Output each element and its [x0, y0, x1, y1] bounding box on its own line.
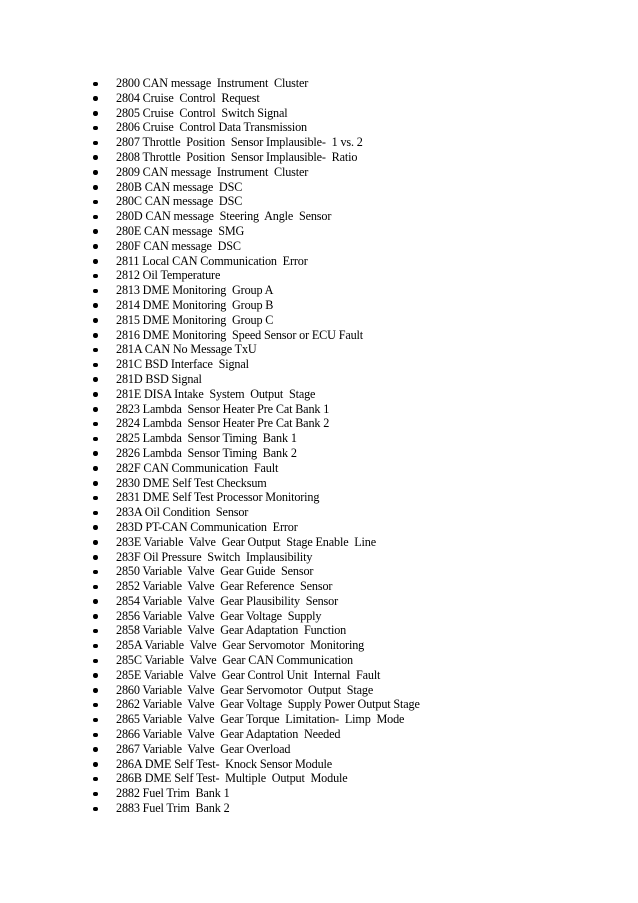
- list-item-text: 2852 Variable Valve Gear Reference Sensor: [116, 579, 333, 594]
- list-item: [93, 254, 613, 269]
- list-item: [93, 727, 613, 742]
- bullet-icon: [93, 422, 98, 427]
- list-item: [93, 224, 613, 239]
- bullet-icon: [93, 496, 98, 501]
- bullet-icon: [93, 141, 98, 146]
- list-item: [93, 165, 613, 180]
- bullet-icon: [93, 555, 98, 560]
- list-item-text: 2824 Lambda Sensor Heater Pre Cat Bank 2: [116, 416, 330, 431]
- bullet-icon: [93, 289, 98, 294]
- bullet-icon: [93, 792, 98, 797]
- list-item: [93, 609, 613, 624]
- bullet-icon: [93, 451, 98, 456]
- list-item: [93, 357, 613, 372]
- bullet-icon: [93, 703, 98, 708]
- list-item-text: 281E DISA Intake System Output Stage: [116, 386, 316, 401]
- bullet-icon: [93, 747, 98, 752]
- list-item-text: 2826 Lambda Sensor Timing Bank 2: [116, 445, 297, 460]
- list-item: [93, 742, 613, 757]
- list-item-text: 281A CAN No Message TxU: [116, 342, 257, 357]
- list-item-text: 281D BSD Signal: [116, 371, 202, 386]
- list-item-text: 2807 Throttle Position Sensor Implausible- 1 vs. 2: [116, 135, 363, 150]
- list-item: [93, 76, 613, 91]
- bullet-icon: [93, 259, 98, 264]
- bullet-icon: [93, 111, 98, 116]
- list-item-text: 286A DME Self Test- Knock Sensor Module: [116, 756, 333, 771]
- list-item: [93, 801, 613, 816]
- list-item-text: 2858 Variable Valve Gear Adaptation Function: [116, 623, 347, 638]
- list-item-text: 2815 DME Monitoring Group C: [116, 312, 274, 327]
- list-item-text: 2830 DME Self Test Checksum: [116, 475, 267, 490]
- bullet-icon: [93, 718, 98, 723]
- bullet-icon: [93, 614, 98, 619]
- list-item: [93, 786, 613, 801]
- list-item: [93, 298, 613, 313]
- list-item: [93, 416, 613, 431]
- list-item-text: 2850 Variable Valve Gear Guide Sensor: [116, 564, 314, 579]
- list-item-text: 2860 Variable Valve Gear Servomotor Output Stage: [116, 682, 374, 697]
- list-item-text: 2800 CAN message Instrument Cluster: [116, 76, 309, 90]
- bullet-icon: [93, 303, 98, 308]
- list-item-text: 2854 Variable Valve Gear Plausibility Sensor: [116, 593, 338, 608]
- list-item: [93, 653, 613, 668]
- list-item-text: 286B DME Self Test- Multiple Output Module: [116, 771, 348, 786]
- list-item: [93, 623, 613, 638]
- list-item-text: 2856 Variable Valve Gear Voltage Supply: [116, 608, 322, 623]
- list-item: [93, 431, 613, 446]
- list-item: [93, 120, 613, 135]
- bullet-icon: [93, 540, 98, 545]
- list-item-text: 2816 DME Monitoring Speed Sensor or ECU Fault: [116, 327, 363, 342]
- list-item-text: 280E CAN message SMG: [116, 223, 245, 238]
- list-item-text: 2808 Throttle Position Sensor Implausible- Ratio: [116, 149, 358, 164]
- list-item: [93, 550, 613, 565]
- list-item-text: 283E Variable Valve Gear Output Stage Enable Line: [116, 534, 376, 549]
- bullet-icon: [93, 185, 98, 190]
- list-item: [93, 313, 613, 328]
- list-item: [93, 372, 613, 387]
- list-item: [93, 771, 613, 786]
- list-item: [93, 638, 613, 653]
- list-item-text: 285E Variable Valve Gear Control Unit Internal Fault: [116, 667, 381, 682]
- list-item-text: 2883 Fuel Trim Bank 2: [116, 801, 230, 816]
- bullet-icon: [93, 599, 98, 604]
- list-item: [93, 91, 613, 106]
- list-item-text: 283F Oil Pressure Switch Implausibility: [116, 549, 313, 564]
- bullet-icon: [93, 466, 98, 471]
- bullet-icon: [93, 96, 98, 101]
- bullet-icon: [93, 126, 98, 131]
- list-item: [93, 446, 613, 461]
- bullet-icon: [93, 82, 98, 87]
- list-item-text: 2825 Lambda Sensor Timing Bank 1: [116, 431, 297, 446]
- list-item-text: 280D CAN message Steering Angle Sensor: [116, 209, 332, 224]
- fault-code-list: [93, 76, 613, 816]
- list-item: [93, 564, 613, 579]
- bullet-icon: [93, 392, 98, 397]
- bullet-icon: [93, 733, 98, 738]
- list-item: [93, 239, 613, 254]
- list-item: [93, 106, 613, 121]
- bullet-icon: [93, 585, 98, 590]
- bullet-icon: [93, 481, 98, 486]
- list-item: [93, 490, 613, 505]
- list-item: [93, 283, 613, 298]
- bullet-icon: [93, 215, 98, 220]
- list-item: [93, 579, 613, 594]
- list-item-text: 2806 Cruise Control Data Transmission: [116, 120, 308, 135]
- list-item: [93, 387, 613, 402]
- bullet-icon: [93, 333, 98, 338]
- bullet-icon: [93, 644, 98, 649]
- list-item: [93, 342, 613, 357]
- list-item: [93, 683, 613, 698]
- list-item: [93, 268, 613, 283]
- list-item: [93, 594, 613, 609]
- bullet-icon: [93, 274, 98, 279]
- list-item: [93, 328, 613, 343]
- list-item-text: 283D PT-CAN Communication Error: [116, 519, 298, 534]
- bullet-icon: [93, 244, 98, 249]
- bullet-icon: [93, 200, 98, 205]
- bullet-icon: [93, 777, 98, 782]
- bullet-icon: [93, 673, 98, 678]
- list-item: [93, 180, 613, 195]
- bullet-icon: [93, 525, 98, 530]
- bullet-icon: [93, 629, 98, 634]
- list-item-text: 2867 Variable Valve Gear Overload: [116, 741, 291, 756]
- bullet-icon: [93, 348, 98, 353]
- bullet-icon: [93, 407, 98, 412]
- list-item-text: 285C Variable Valve Gear CAN Communication: [116, 653, 353, 668]
- list-item-text: 2813 DME Monitoring Group A: [116, 283, 274, 298]
- list-item-text: 280F CAN message DSC: [116, 238, 241, 253]
- bullet-icon: [93, 377, 98, 382]
- list-item-text: 285A Variable Valve Gear Servomotor Monitoring: [116, 638, 365, 653]
- list-item-text: 282F CAN Communication Fault: [116, 460, 279, 475]
- list-item: [93, 505, 613, 520]
- list-item-text: 2823 Lambda Sensor Heater Pre Cat Bank 1: [116, 401, 330, 416]
- list-item-text: 2831 DME Self Test Processor Monitoring: [116, 490, 320, 505]
- list-item-text: 280C CAN message DSC: [116, 194, 243, 209]
- list-item: [93, 668, 613, 683]
- list-item: [93, 135, 613, 150]
- list-item: [93, 712, 613, 727]
- list-item-text: 2811 Local CAN Communication Error: [116, 253, 308, 268]
- list-item: [93, 402, 613, 417]
- list-item: [93, 757, 613, 772]
- bullet-icon: [93, 229, 98, 234]
- list-item-text: 2805 Cruise Control Switch Signal: [116, 105, 288, 120]
- bullet-icon: [93, 511, 98, 516]
- bullet-icon: [93, 170, 98, 175]
- bullet-icon: [93, 437, 98, 442]
- bullet-icon: [93, 570, 98, 575]
- bullet-icon: [93, 318, 98, 323]
- list-item: [93, 150, 613, 165]
- list-item-text: 2812 Oil Temperature: [116, 268, 221, 283]
- bullet-icon: [93, 688, 98, 693]
- bullet-icon: [93, 807, 98, 812]
- list-item: [93, 194, 613, 209]
- list-item-text: 2814 DME Monitoring Group B: [116, 297, 274, 312]
- list-item: [93, 697, 613, 712]
- list-item-text: 2882 Fuel Trim Bank 1: [116, 786, 230, 801]
- list-item-text: 2866 Variable Valve Gear Adaptation Needed: [116, 727, 341, 742]
- list-item-text: 280B CAN message DSC: [116, 179, 243, 194]
- list-item-text: 2804 Cruise Control Request: [116, 90, 260, 105]
- list-item: [93, 535, 613, 550]
- list-item: [93, 209, 613, 224]
- list-item: [93, 476, 613, 491]
- list-item-text: 2865 Variable Valve Gear Torque Limitation- Limp Mode: [116, 712, 405, 727]
- list-item-text: 2862 Variable Valve Gear Voltage Supply Power Output Stage: [116, 697, 420, 712]
- bullet-icon: [93, 155, 98, 160]
- list-item: [93, 520, 613, 535]
- list-item-text: 2809 CAN message Instrument Cluster: [116, 164, 309, 179]
- list-item-text: 283A Oil Condition Sensor: [116, 505, 249, 520]
- bullet-icon: [93, 762, 98, 767]
- bullet-icon: [93, 659, 98, 664]
- list-item-text: 281C BSD Interface Signal: [116, 357, 249, 372]
- bullet-icon: [93, 363, 98, 368]
- list-item: [93, 461, 613, 476]
